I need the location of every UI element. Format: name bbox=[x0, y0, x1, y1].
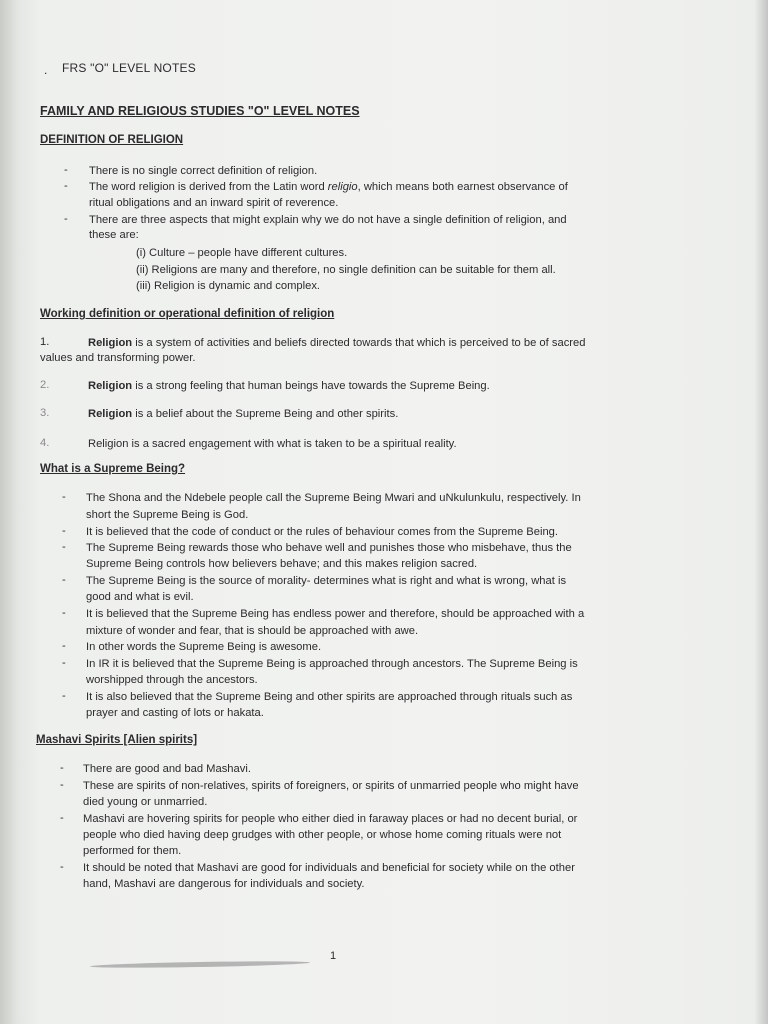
mashavi-line: There are good and bad Mashavi. bbox=[83, 763, 251, 775]
mashavi-line: It should be noted that Mashavi are good for individuals and beneficial for society while on the other bbox=[83, 862, 575, 874]
working-item-text: is a belief about the Supreme Being and other spirits. bbox=[132, 408, 399, 420]
supreme-line: mixture of wonder and fear, that is should be approached with awe. bbox=[86, 625, 419, 637]
supreme-line: The Supreme Being rewards those who behave well and punishes those who misbehave, thus the bbox=[86, 542, 572, 554]
definition-line: ritual obligations and an inward spirit of reverence. bbox=[89, 197, 339, 209]
bullet-dash: - bbox=[64, 213, 68, 225]
bullet-dash: - bbox=[62, 640, 66, 652]
item-number: 3. bbox=[40, 407, 50, 419]
paper-smudge bbox=[90, 960, 310, 969]
item-number: 2. bbox=[40, 379, 50, 391]
bullet-dash: - bbox=[62, 690, 66, 702]
definition-line: these are: bbox=[89, 229, 139, 241]
working-item-text: is a strong feeling that human beings have towards the Supreme Being. bbox=[132, 380, 490, 392]
bullet-dash: - bbox=[62, 541, 66, 553]
definition-line bbox=[89, 180, 568, 194]
supreme-line: It is also believed that the Supreme Being and other spirits are approached through rituals such as bbox=[86, 691, 573, 703]
working-item-cont: values and transforming power. bbox=[40, 352, 196, 364]
supreme-line: short the Supreme Being is God. bbox=[86, 509, 249, 521]
supreme-line: good and what is evil. bbox=[86, 591, 194, 603]
definition-line: There is no single correct definition of religion. bbox=[89, 165, 318, 177]
document-title: FAMILY AND RELIGIOUS STUDIES "O" LEVEL NOTES bbox=[40, 104, 360, 118]
header-tag: FRS "O" LEVEL NOTES bbox=[62, 61, 196, 75]
supreme-line: In other words the Supreme Being is awesome. bbox=[86, 641, 322, 653]
working-item: Religion is a sacred engagement with what is taken to be a spiritual reality. bbox=[88, 438, 457, 450]
bullet-dash: - bbox=[60, 812, 64, 824]
bullet-dash: - bbox=[60, 779, 64, 791]
working-item bbox=[88, 407, 398, 421]
bullet-dash: - bbox=[62, 525, 66, 537]
supreme-line: It is believed that the Supreme Being has endless power and therefore, should be approached with a bbox=[86, 608, 585, 620]
latin-word: religio bbox=[327, 181, 358, 193]
item-number: 1. bbox=[40, 336, 50, 348]
bullet-dash: - bbox=[64, 180, 68, 192]
term-religion: Religion bbox=[88, 337, 133, 349]
mashavi-line: died young or unmarried. bbox=[83, 796, 208, 808]
definition-line-part: The word religion is derived from the Latin word bbox=[89, 181, 325, 193]
page-number: 1 bbox=[330, 950, 337, 962]
supreme-line: The Shona and the Ndebele people call the Supreme Being Mwari and uNkulunkulu, respectively. In bbox=[86, 492, 581, 504]
mashavi-line: Mashavi are hovering spirits for people who either died in faraway places or had no decent burial, or bbox=[83, 813, 578, 825]
bullet-dash: - bbox=[62, 574, 66, 586]
supreme-line: Supreme Being controls how believers behave; and this makes religion sacred. bbox=[86, 558, 478, 570]
supreme-line: The Supreme Being is the source of morality- determines what is right and what is wrong, what is bbox=[86, 575, 567, 587]
aspect-item: (i) Culture – people have different cultures. bbox=[136, 247, 348, 259]
supreme-line: In IR it is believed that the Supreme Being is approached through ancestors. The Supreme Being is bbox=[86, 658, 578, 670]
bullet-dash: - bbox=[62, 607, 66, 619]
supreme-line: prayer and casting of lots or hakata. bbox=[86, 707, 264, 719]
working-item bbox=[88, 379, 490, 393]
bullet-dash: - bbox=[60, 861, 64, 873]
heading-supreme-being: What is a Supreme Being? bbox=[40, 463, 186, 475]
mashavi-line: These are spirits of non-relatives, spirits of foreigners, or spirits of unmarried people who might have bbox=[83, 780, 579, 792]
working-item-text: is a system of activities and beliefs directed towards that which is perceived to be of sacred bbox=[132, 337, 586, 349]
term-religion: Religion bbox=[88, 408, 133, 420]
supreme-line: It is believed that the code of conduct or the rules of behaviour comes from the Supreme Being. bbox=[86, 526, 559, 538]
term-religion: Religion bbox=[88, 380, 133, 392]
working-item bbox=[88, 336, 585, 350]
bullet-dash: - bbox=[64, 164, 68, 176]
mashavi-line: people who died having deep grudges with other people, or whose home coming rituals were not bbox=[83, 829, 562, 841]
aspect-item: (iii) Religion is dynamic and complex. bbox=[136, 280, 321, 292]
heading-working-definition: Working definition or operational definition of religion bbox=[40, 308, 335, 320]
mashavi-line: hand, Mashavi are dangerous for individuals and society. bbox=[83, 878, 365, 890]
supreme-line: worshipped through the ancestors. bbox=[86, 674, 258, 686]
heading-definition: DEFINITION OF RELIGION bbox=[40, 134, 184, 146]
mashavi-line: performed for them. bbox=[83, 845, 182, 857]
bullet-dash: - bbox=[62, 491, 66, 503]
aspect-item: (ii) Religions are many and therefore, no single definition can be suitable for them all. bbox=[136, 264, 556, 276]
heading-mashavi: Mashavi Spirits [Alien spirits] bbox=[36, 734, 198, 746]
definition-line-part: , which means both earnest observance of bbox=[357, 181, 568, 193]
item-number: 4. bbox=[40, 437, 50, 449]
header-dot: . bbox=[44, 63, 48, 77]
definition-line: There are three aspects that might explain why we do not have a single definition of religion, and bbox=[89, 214, 567, 226]
bullet-dash: - bbox=[60, 762, 64, 774]
bullet-dash: - bbox=[62, 657, 66, 669]
